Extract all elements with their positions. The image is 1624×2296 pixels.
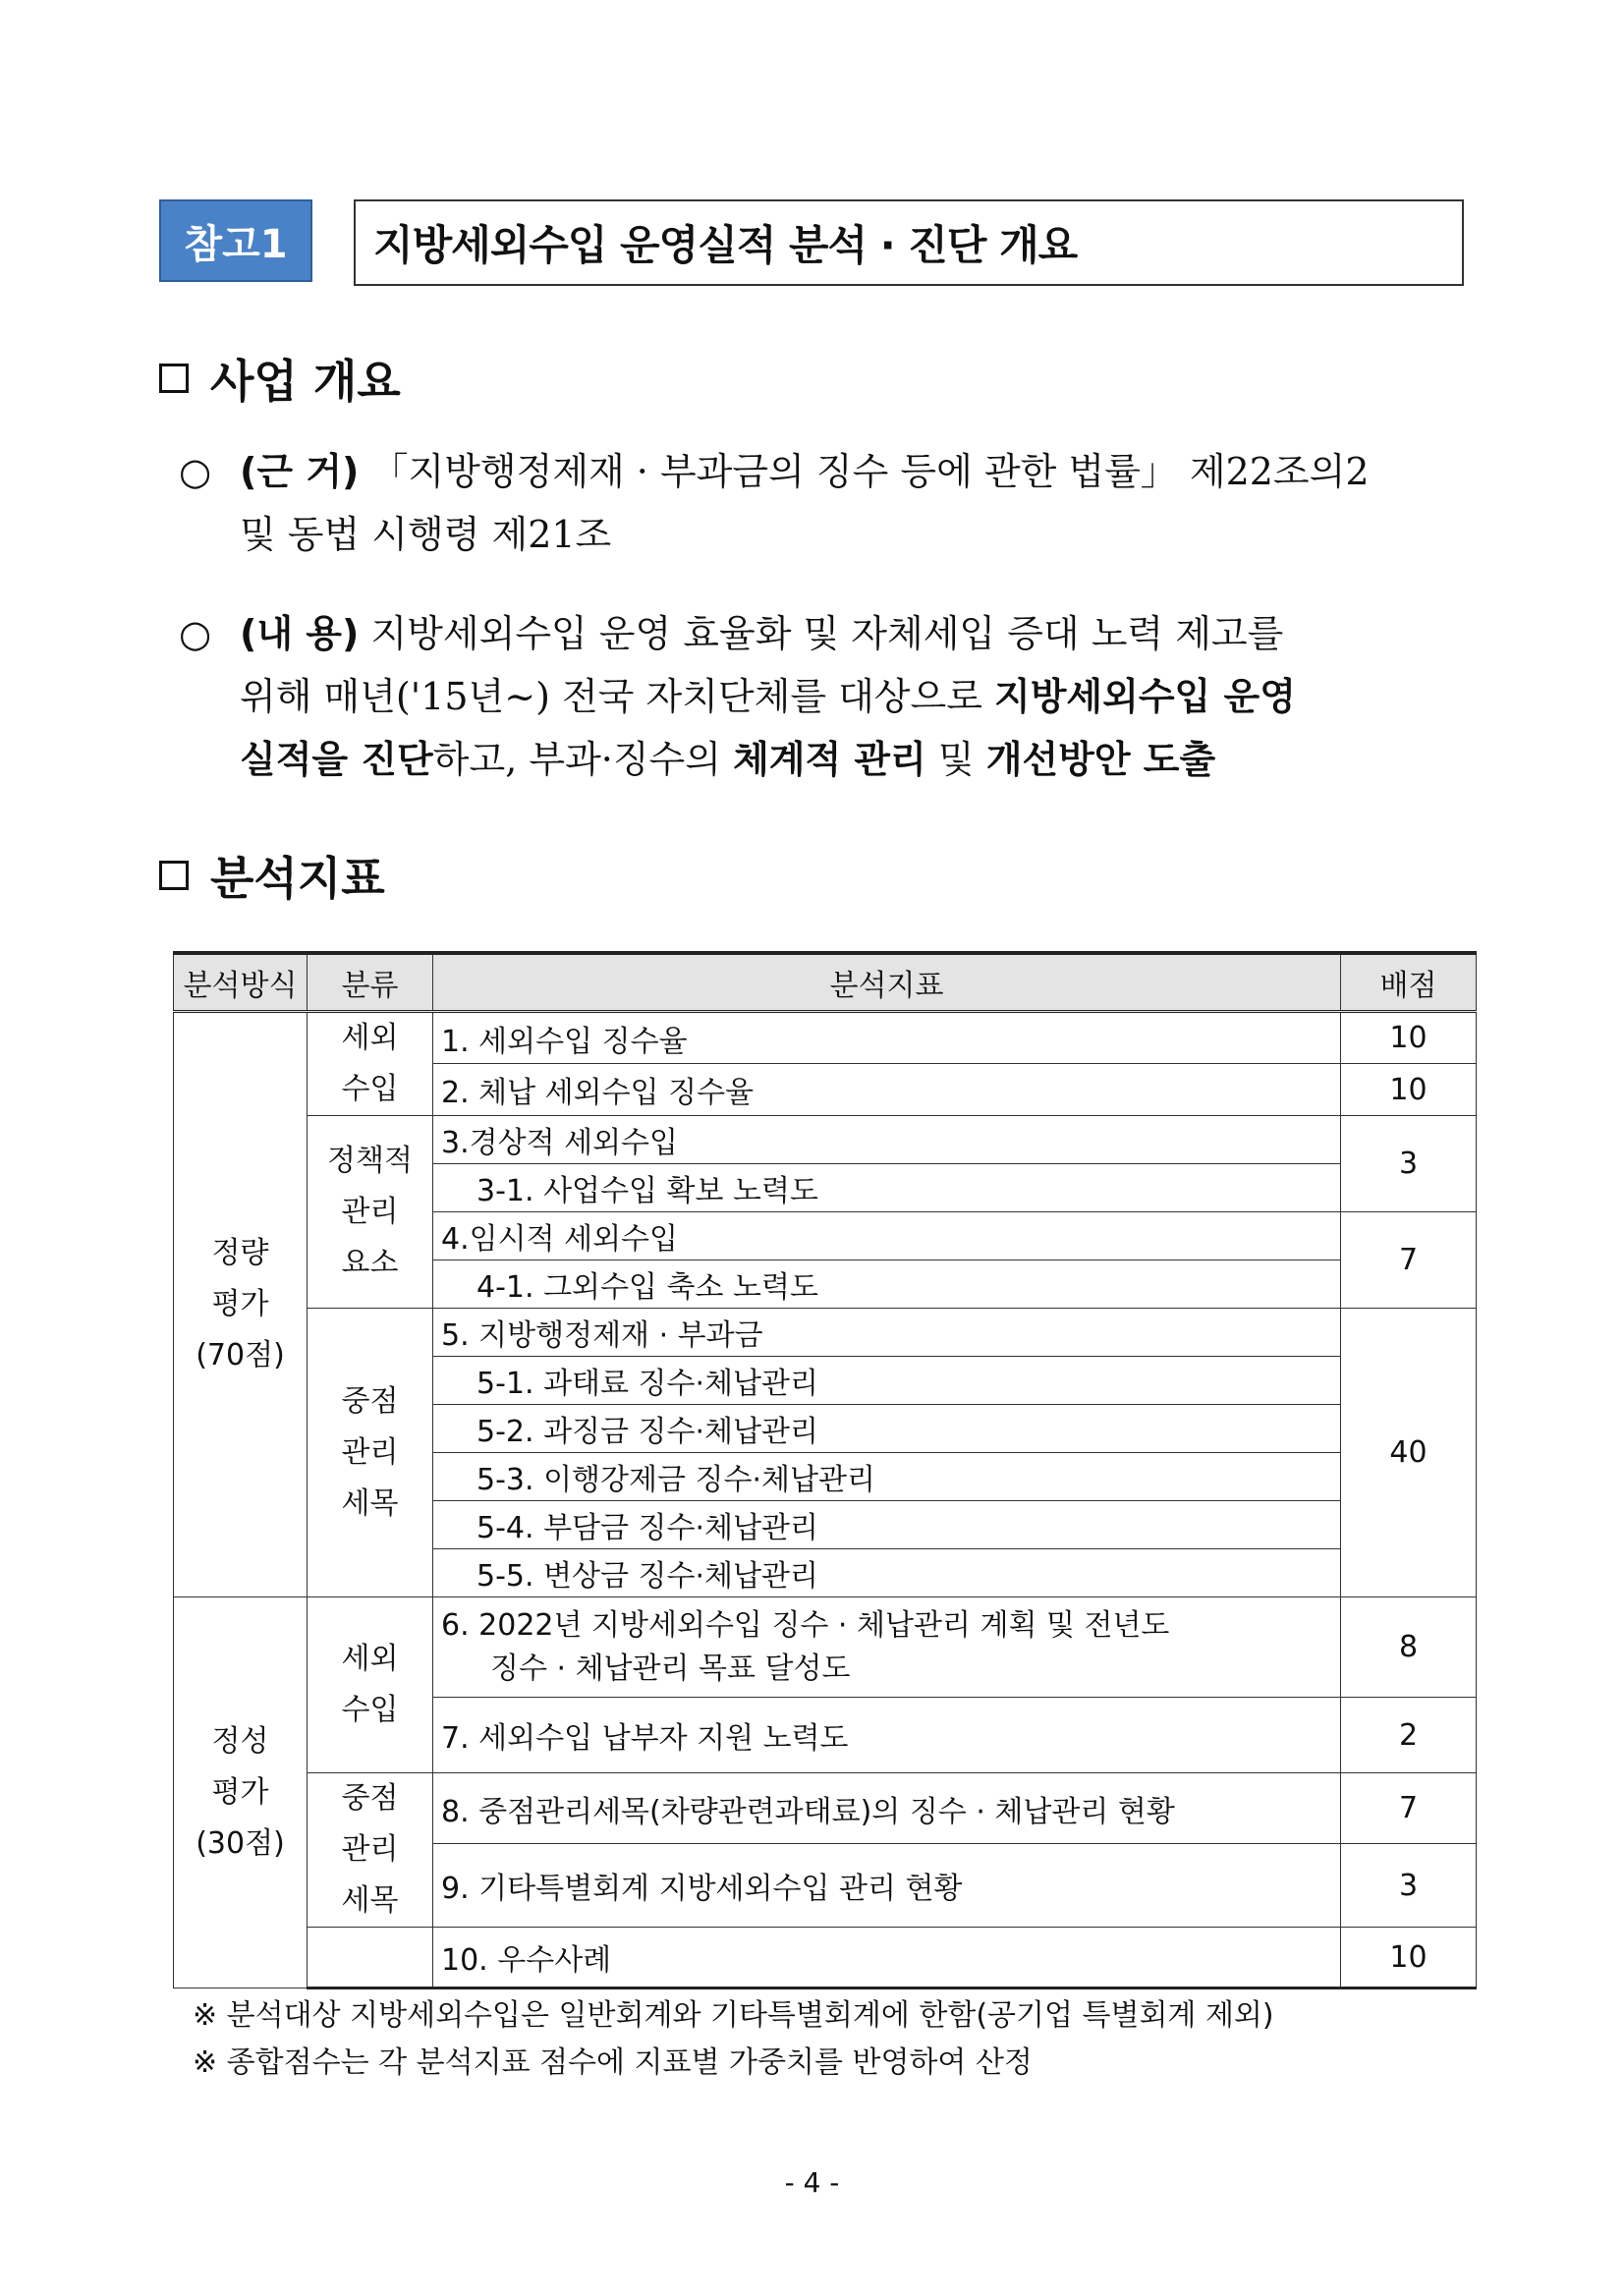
- footnote-score: ※ 종합점수는 각 분석지표 점수에 지표별 가중치를 반영하여 산정: [193, 2045, 1033, 2080]
- indicator-sub-cell: 5-2. 과징금 징수·체납관리: [433, 1405, 1341, 1453]
- indicator-sub-cell: 5-5. 변상금 징수·체납관리: [433, 1549, 1341, 1597]
- category-policy: 정책적 관리 요소: [308, 1116, 433, 1309]
- table-header-row: [174, 953, 1477, 1012]
- document-title: 지방세외수입 운영실적 분석 · 진단 개요: [354, 199, 1464, 286]
- table-row: [174, 1928, 1477, 1988]
- score-cell: 10: [1341, 1064, 1477, 1116]
- basis-paragraph: ○ (근 거) 「지방행정제재 · 부과금의 징수 등에 관한 법률」 제22조의2 및 동법 시행령 제21조: [179, 440, 1485, 566]
- category-revenue: 세외 수입: [308, 1012, 433, 1116]
- table-row: [174, 1012, 1477, 1064]
- indicator-table: [173, 951, 1477, 1989]
- empty-category-cell: [308, 1928, 433, 1988]
- table-row: [174, 1309, 1477, 1357]
- table-row: [174, 1116, 1477, 1164]
- category-focus-2: 중점 관리 세목: [308, 1773, 433, 1928]
- indicator-cell: 8. 중점관리세목(차량관련과태료)의 징수 · 체납관리 현황: [433, 1773, 1341, 1844]
- table-row: [174, 1773, 1477, 1844]
- indicator-cell: 7. 세외수입 납부자 지원 노력도: [433, 1698, 1341, 1773]
- content-paragraph: ○ (내 용) 지방세외수입 운영 효율화 및 자체세입 증대 노력 제고를 위해 매년('15년~) 전국 자치단체를 대상으로 지방세외수입 운영 실적을 진단하고, 부과·징수의 체계적 관리 및 개선방안 도출: [179, 602, 1485, 791]
- indicator-cell: 2. 체납 세외수입 징수율: [433, 1064, 1341, 1116]
- score-cell: 7: [1341, 1212, 1477, 1309]
- checkbox-icon: [159, 861, 189, 890]
- col-header-method: 분석방식: [174, 953, 308, 1012]
- indicator-sub-cell: 5-1. 과태료 징수·체납관리: [433, 1357, 1341, 1405]
- reference-badge: 참고1: [159, 199, 312, 282]
- col-header-indicator: 분석지표: [433, 953, 1341, 1012]
- col-header-category: 분류: [308, 953, 433, 1012]
- page-number: - 4 -: [784, 2166, 840, 2199]
- col-header-score: 배점: [1341, 953, 1477, 1012]
- indicator-sub-cell: 5-4. 부담금 징수·체납관리: [433, 1501, 1341, 1549]
- score-cell: 3: [1341, 1116, 1477, 1212]
- score-cell: 8: [1341, 1597, 1477, 1698]
- indicator-cell: 9. 기타특별회계 지방세외수입 관리 현황: [433, 1844, 1341, 1928]
- indicator-cell: 1. 세외수입 징수율: [433, 1012, 1341, 1064]
- indicator-sub-cell: 5-3. 이행강제금 징수·체납관리: [433, 1453, 1341, 1501]
- checkbox-icon: [159, 364, 189, 393]
- indicator-cell: 6. 2022년 지방세외수입 징수 · 체납관리 계획 및 전년도 징수 · 체납관리 목표 달성도: [433, 1597, 1341, 1698]
- circle-bullet-icon: ○: [179, 450, 212, 493]
- qual-eval-cell: 정성 평가 (30점): [174, 1597, 308, 1988]
- category-revenue-2: 세외 수입: [308, 1597, 433, 1773]
- quant-eval-cell: 정량 평가 (70점): [174, 1012, 308, 1597]
- score-cell: 2: [1341, 1698, 1477, 1773]
- indicator-cell: 10. 우수사례: [433, 1928, 1341, 1988]
- table-row: [174, 1597, 1477, 1698]
- section-heading-indicators: 분석지표: [159, 843, 385, 908]
- footnote-scope: ※ 분석대상 지방세외수입은 일반회계와 기타특별회계에 한함(공기업 특별회계 제외): [193, 1998, 1274, 2033]
- category-focus: 중점 관리 세목: [308, 1309, 433, 1597]
- score-cell: 3: [1341, 1844, 1477, 1928]
- indicator-sub-cell: 4-1. 그외수입 축소 노력도: [433, 1260, 1341, 1309]
- indicator-cell: 5. 지방행정제재 · 부과금: [433, 1309, 1341, 1357]
- indicator-cell: 3.경상적 세외수입: [433, 1116, 1341, 1164]
- section-heading-overview: 사업 개요: [159, 346, 401, 411]
- circle-bullet-icon: ○: [179, 612, 212, 655]
- score-cell: 10: [1341, 1928, 1477, 1988]
- score-cell: 7: [1341, 1773, 1477, 1844]
- score-cell: 40: [1341, 1309, 1477, 1597]
- indicator-cell: 4.임시적 세외수입: [433, 1212, 1341, 1260]
- indicator-sub-cell: 3-1. 사업수입 확보 노력도: [433, 1164, 1341, 1212]
- score-cell: 10: [1341, 1012, 1477, 1064]
